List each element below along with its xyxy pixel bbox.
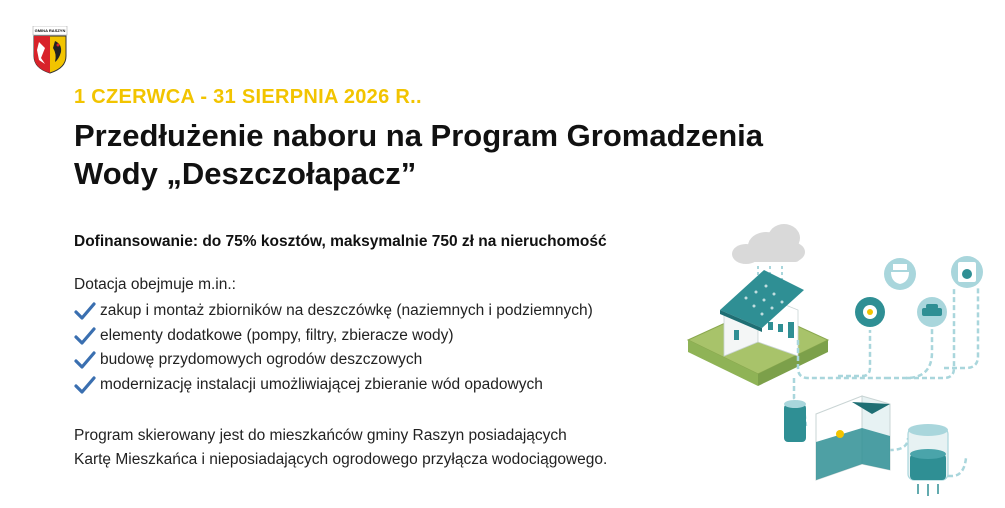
washing-machine-icon <box>951 256 983 288</box>
flower-icon <box>855 297 885 327</box>
title-line-1: Przedłużenie naboru na Program Gromadzenia <box>74 118 764 153</box>
footer-line-1: Program skierowany jest do mieszkańców gminy Raszyn posiadających <box>74 427 567 444</box>
page-title <box>74 117 874 193</box>
list-item <box>74 324 593 349</box>
program-description <box>74 424 607 472</box>
list-intro: Dotacja obejmuje m.in.: <box>74 276 236 293</box>
grant-items-list <box>74 299 593 397</box>
toilet-icon <box>884 258 916 290</box>
checkmark-icon <box>74 302 96 320</box>
funding-info: Dofinansowanie: do 75% kosztów, maksymalnie 750 zł na nieruchomość <box>74 233 607 250</box>
list-item-label: budowę przydomowych ogrodów deszczowych <box>100 351 423 369</box>
date-range: 1 CZERWCA - 31 SIERPNIA 2026 R.. <box>74 86 422 108</box>
rain-garden-icon <box>816 396 890 480</box>
list-item <box>74 299 593 324</box>
logo-caption: GMINA RASZYN <box>34 28 66 33</box>
checkmark-icon <box>74 376 96 394</box>
checkmark-icon <box>74 327 96 345</box>
list-item <box>74 373 593 398</box>
tank-icon <box>908 424 948 496</box>
list-item-label: modernizację instalacji umożliwiającej zbieranie wód opadowych <box>100 375 543 393</box>
cloud-icon <box>732 224 805 264</box>
footer-line-2: Kartę Mieszkańca i nieposiadających ogrodowego przyłącza wodociągowego. <box>74 451 608 468</box>
list-item <box>74 348 593 373</box>
gmina-raszyn-logo <box>31 26 69 74</box>
checkmark-icon <box>74 351 96 369</box>
rainwater-system-illustration <box>686 218 991 503</box>
list-item-label: elementy dodatkowe (pompy, filtry, zbieracze wody) <box>100 326 454 344</box>
title-line-2: Wody „Deszczołapacz” <box>74 156 417 191</box>
rain-barrel-icon <box>784 400 806 442</box>
list-item-label: zakup i montaż zbiorników na deszczówkę (naziemnych i podziemnych) <box>100 302 593 320</box>
house-icon <box>688 270 828 386</box>
car-icon <box>917 297 947 327</box>
